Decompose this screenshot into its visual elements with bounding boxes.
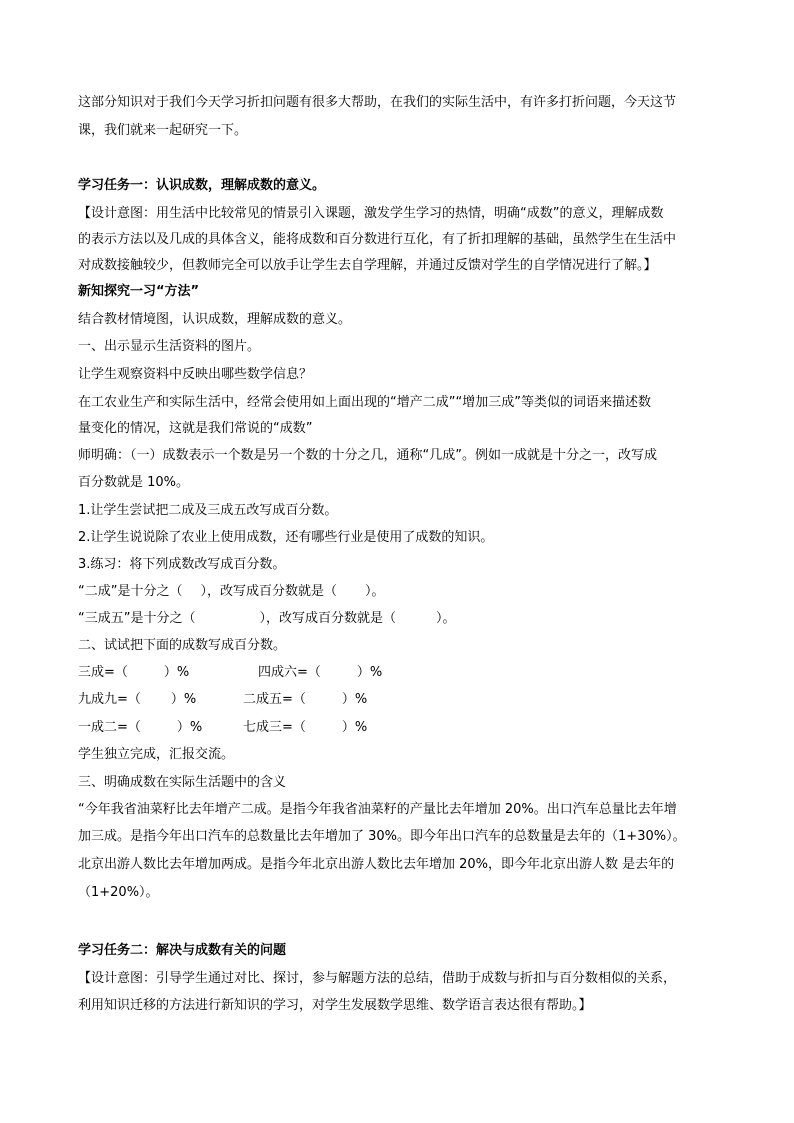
row-2-left-suffix: ）% — [170, 692, 197, 707]
exercise-line-2 — [78, 609, 456, 629]
task1-subheading: 新知探究一习“方法” — [78, 284, 200, 299]
paragraph-5-line-1: 师明确：（一）成数表示一个数是另一个数的十分之几，通称“几成”。例如一成就是十分之一，改写成 — [78, 448, 657, 463]
conversion-row-1-left — [78, 663, 189, 683]
task1-design-line-2: 的表示方法以及几成的具体含义，能将成数和百分数进行互化，有了折扣理解的基础，虽然学生在生活中 — [78, 232, 677, 247]
exercise-line-1 — [78, 582, 385, 602]
paragraph-5-line-2: 百分数就是 10%。 — [78, 475, 190, 490]
exercise-1-part-a: “二成”是十分之（ — [78, 584, 183, 599]
paragraph-2: 一、出示显示生活资料的图片。 — [78, 339, 261, 354]
paragraph-9-line-3: 北京出游人数比去年增加两成。是指今年北京出游人数比去年增加 20%，即今年北京出游人数 是去年的 — [78, 857, 675, 872]
intro-line-1: 这部分知识对于我们今天学习折扣问题有很多大帮助，在我们的实际生活中，有许多打折问题，今天这节 — [78, 95, 677, 110]
paragraph-9-line-2: 加三成。是指今年出口汽车的总数量比去年增加了 30%。即今年出口汽车的总数量是去年的（1+30%）。 — [78, 829, 686, 844]
task2-design-line-2: 利用知识迁移的方法进行新知识的学习，对学生发展数学思维、数学语言表达很有帮助。】 — [78, 998, 592, 1013]
row-2-right-suffix: ）% — [341, 692, 368, 707]
exercise-1-part-b: ），改写成百分数就是（ — [200, 584, 337, 599]
paragraph-4-line-2: 量变化的情况，这就是我们常说的“成数” — [78, 421, 313, 436]
exercise-2-part-b: ），改写成百分数就是（ — [259, 611, 396, 626]
row-1-left-prefix: 三成=（ — [78, 665, 128, 680]
list-item-2: 2.让学生说说除了农业上使用成数，还有哪些行业是使用了成数的知识。 — [78, 530, 494, 545]
list-item-3: 3.练习：将下列成数改写成百分数。 — [78, 557, 286, 572]
exercise-2-part-a: “三成五”是十分之（ — [78, 611, 196, 626]
conversion-row-2-left — [78, 690, 196, 710]
paragraph-8: 三、明确成数在实际生活题中的含义 — [78, 775, 287, 790]
task1-design-line-1: 【设计意图：用生活中比较常见的情景引入课题，激发学生学习的热情，明确“成数”的意义，理解成数 — [78, 206, 664, 221]
task1-heading: 学习任务一：认识成数，理解成数的意义。 — [78, 178, 326, 193]
paragraph-1: 结合教材情境图，认识成数，理解成数的意义。 — [78, 312, 352, 327]
conversion-row-3-left — [78, 718, 202, 738]
paragraph-6: 二、试试把下面的成数写成百分数。 — [78, 638, 287, 653]
paragraph-9-line-1: “今年我省油菜籽比去年增产二成。是指今年我省油菜籽的产量比去年增加 20%。出口汽车总量比去年增 — [78, 802, 677, 817]
paragraph-7: 学生独立完成，汇报交流。 — [78, 747, 235, 762]
row-2-right-prefix: 二成五=（ — [243, 692, 306, 707]
exercise-2-part-c: ）。 — [436, 611, 456, 626]
row-3-right-prefix: 七成三=（ — [243, 720, 306, 735]
conversion-row-3-right — [243, 718, 367, 738]
conversion-row-1-right — [258, 663, 382, 683]
row-2-left-prefix: 九成九=（ — [78, 692, 141, 707]
paragraph-4-line-1: 在工农业生产和实际生活中，经常会使用如上面出现的“增产二成”“增加三成”等类似的词语来描述数 — [78, 395, 651, 410]
intro-line-2: 课，我们就来一起研究一下。 — [78, 123, 248, 138]
row-1-right-suffix: ）% — [356, 665, 383, 680]
row-1-left-suffix: ）% — [163, 665, 190, 680]
task2-design-line-1: 【设计意图：引导学生通过对比、探讨，参与解题方法的总结，借助于成数与折扣与百分数相似的关系， — [78, 971, 677, 986]
task1-design-line-3: 对成数接触较少，但教师完全可以放手让学生去自学理解，并通过反馈对学生的自学情况进行了解。】 — [78, 258, 657, 273]
row-3-left-prefix: 一成二=（ — [78, 720, 141, 735]
row-1-right-prefix: 四成六=（ — [258, 665, 321, 680]
conversion-row-2-right — [243, 690, 367, 710]
row-3-right-suffix: ）% — [341, 720, 368, 735]
row-3-left-suffix: ）% — [176, 720, 203, 735]
paragraph-3: 让学生观察资料中反映出哪些数学信息？ — [78, 367, 313, 382]
exercise-1-part-c: ）。 — [365, 584, 385, 599]
task2-heading: 学习任务二：解决与成数有关的问题 — [78, 943, 287, 958]
paragraph-9-line-4: （1+20%）。 — [78, 885, 159, 900]
list-item-1: 1.让学生尝试把二成及三成五改写成百分数。 — [78, 503, 338, 518]
